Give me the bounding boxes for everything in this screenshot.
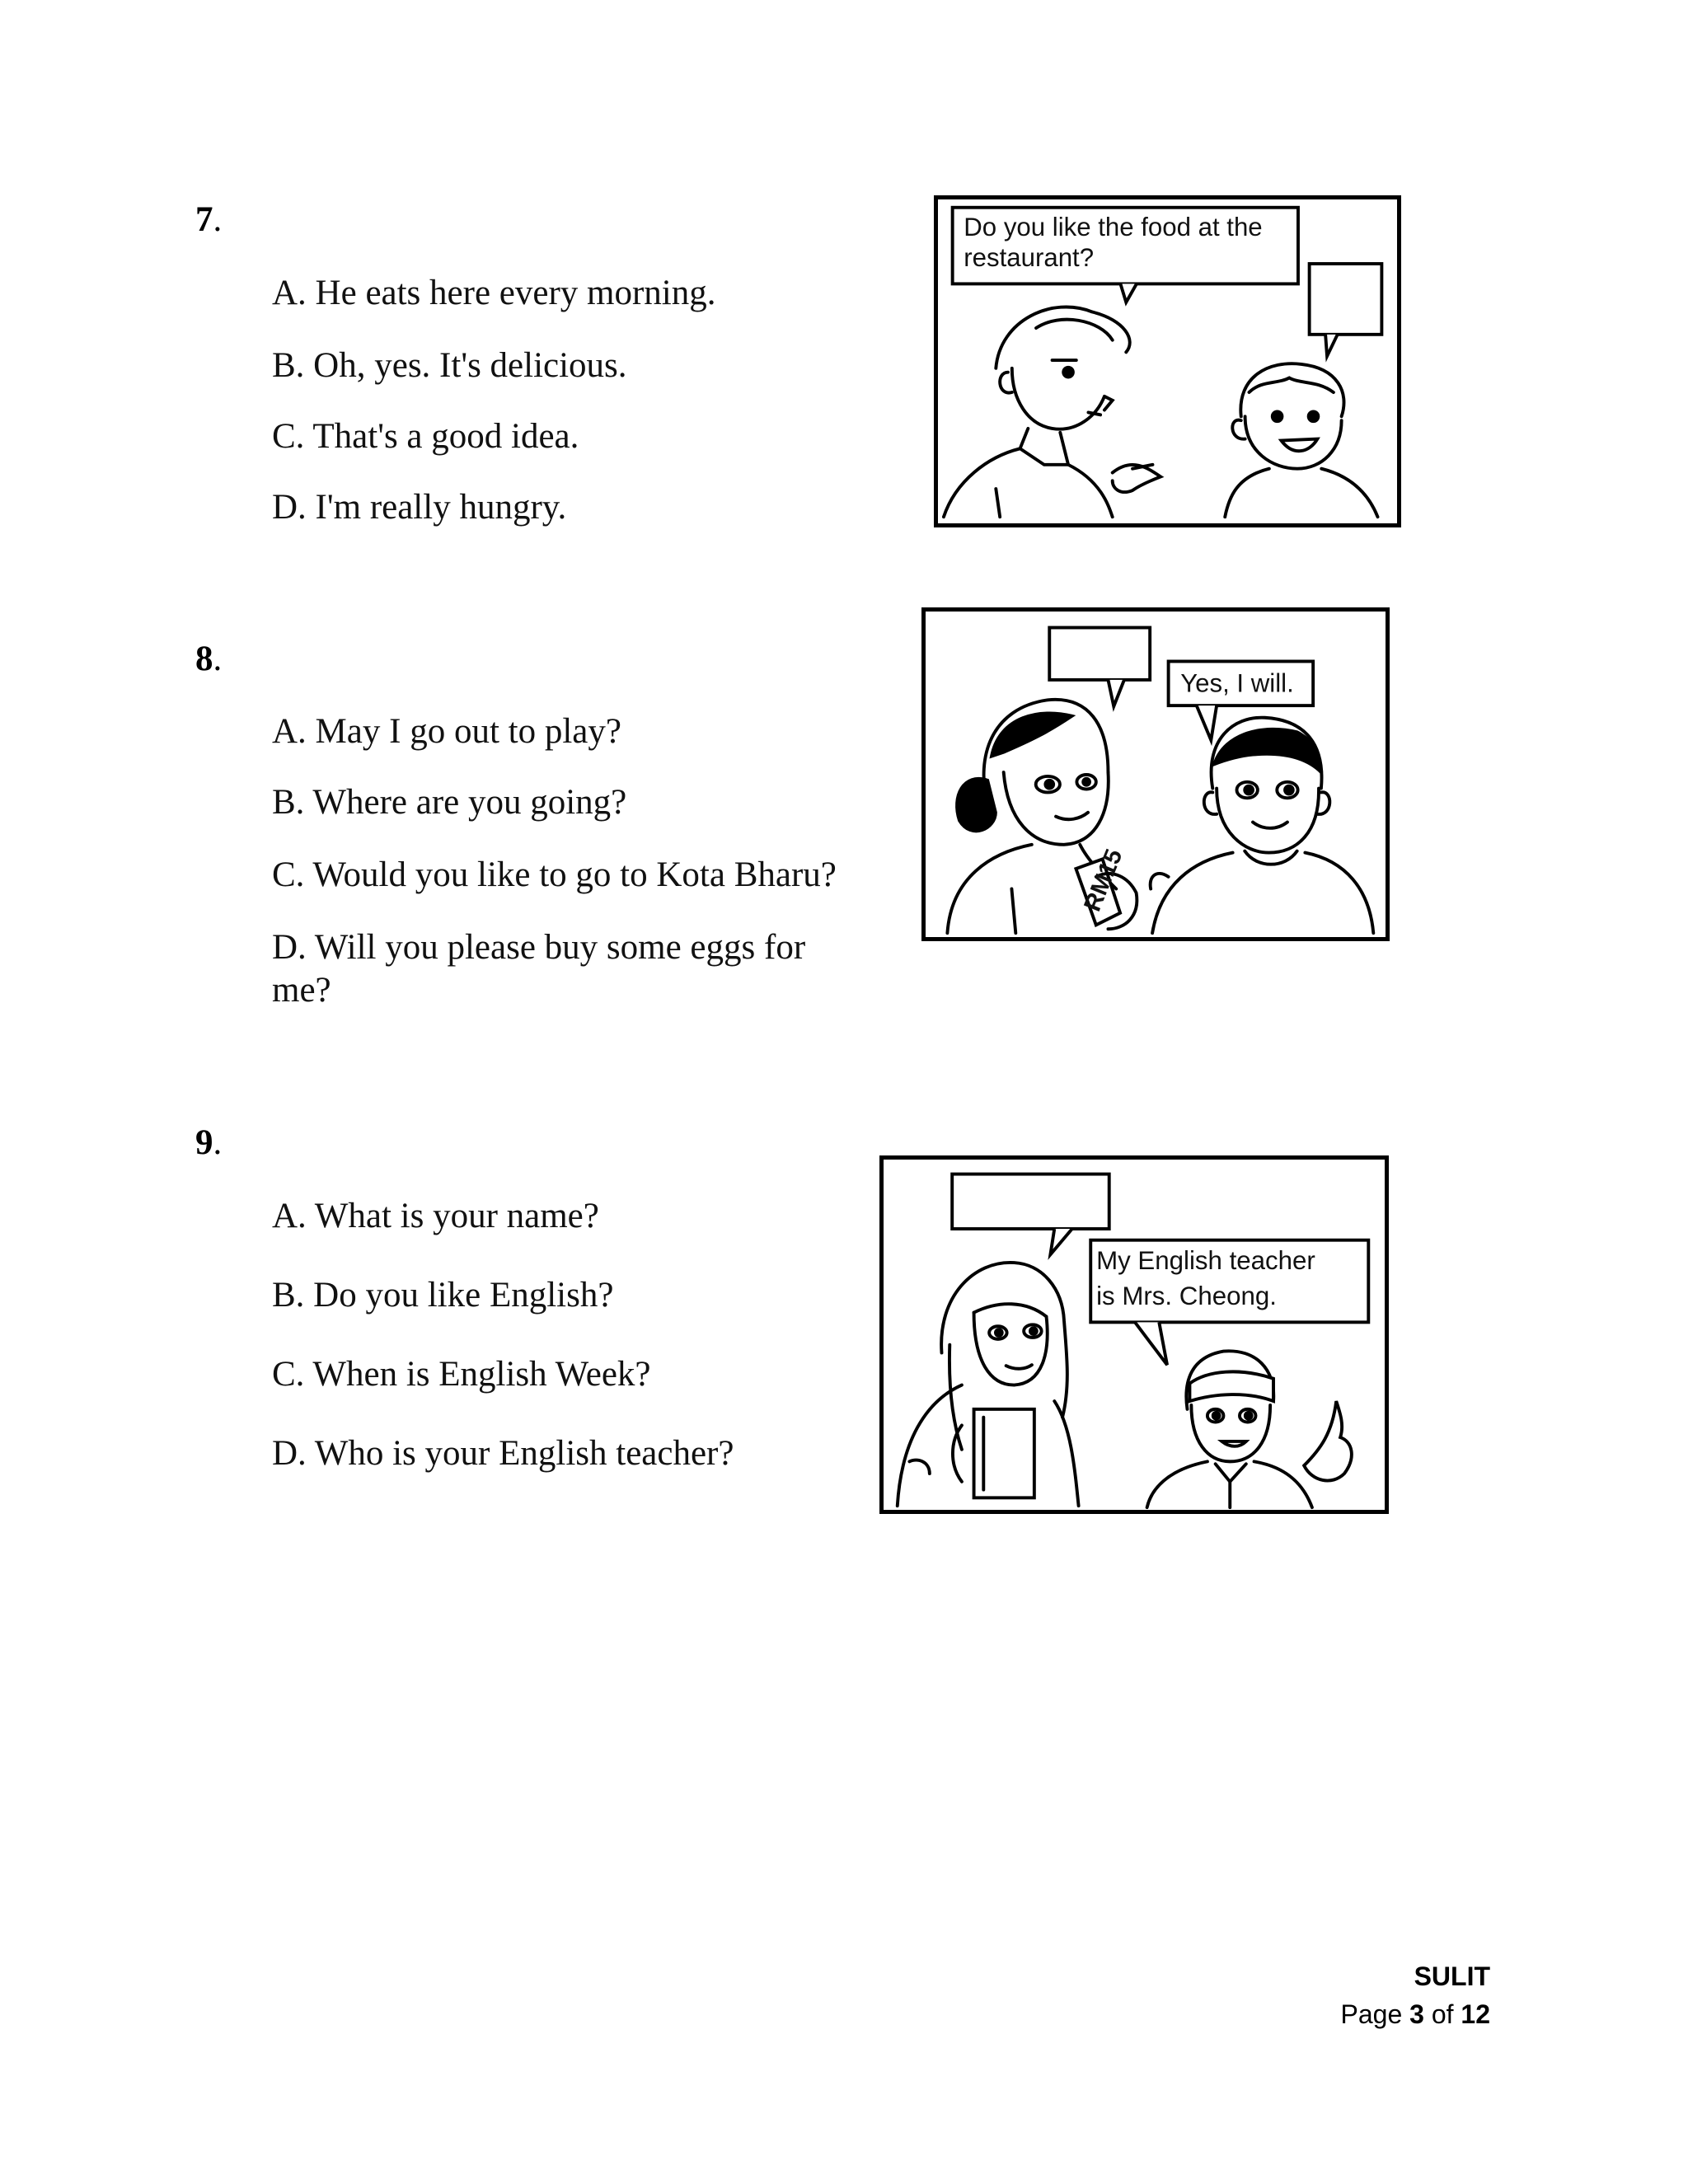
question-8-option-d[interactable] bbox=[272, 926, 898, 1012]
page-total: 12 bbox=[1461, 1999, 1490, 2029]
page-of: of bbox=[1431, 1999, 1454, 2029]
question-9-illustration bbox=[884, 1160, 1385, 1510]
question-9-option-c[interactable]: C. When is English Week? bbox=[272, 1355, 651, 1394]
question-8-option-c[interactable]: C. Would you like to go to Kota Bharu? bbox=[272, 855, 837, 894]
bubble-line-1: My English teacher bbox=[1096, 1245, 1315, 1275]
question-7-number: 7. bbox=[195, 200, 223, 239]
question-7-option-c[interactable]: C. That's a good idea. bbox=[272, 417, 579, 456]
student-figure bbox=[1147, 1351, 1352, 1507]
boy-figure bbox=[1225, 363, 1377, 517]
bubble-line-1: Do you like the food at the bbox=[964, 212, 1263, 241]
bubble-line-2: restaurant? bbox=[964, 242, 1095, 272]
bubble-line-1: Yes, I will. bbox=[1180, 668, 1294, 698]
question-7-comic bbox=[934, 195, 1401, 527]
question-9-option-d[interactable]: D. Who is your English teacher? bbox=[272, 1434, 734, 1473]
question-7-option-b[interactable]: B. Oh, yes. It's delicious. bbox=[272, 346, 627, 385]
question-8-option-d-line-2: me? bbox=[272, 971, 331, 1010]
empty-speech-bubble bbox=[1310, 264, 1382, 335]
question-9-comic bbox=[879, 1155, 1389, 1514]
empty-speech-bubble bbox=[952, 1174, 1109, 1229]
money-note-label: RM15 bbox=[1079, 846, 1128, 916]
question-7-option-a[interactable]: A. He eats here every morning. bbox=[272, 274, 716, 312]
question-9-option-b[interactable]: B. Do you like English? bbox=[272, 1276, 614, 1315]
question-8-illustration bbox=[926, 612, 1386, 937]
question-8-number: 8. bbox=[195, 640, 223, 678]
question-7-illustration bbox=[938, 199, 1397, 523]
question-8-option-a[interactable]: A. May I go out to play? bbox=[272, 712, 621, 751]
question-8-option-d-line-1: D. Will you please buy some eggs for bbox=[272, 928, 806, 967]
boy-figure bbox=[1151, 718, 1374, 933]
footer-classification-label: SULIT bbox=[1414, 1961, 1490, 1991]
question-8-comic bbox=[921, 607, 1390, 941]
man-figure bbox=[944, 307, 1160, 518]
bubble-line-2: is Mrs. Cheong. bbox=[1096, 1281, 1277, 1310]
empty-speech-bubble bbox=[1049, 628, 1150, 680]
question-9-option-a[interactable]: A. What is your name? bbox=[272, 1197, 599, 1235]
page-word: Page bbox=[1340, 1999, 1403, 2029]
question-7-option-d[interactable]: D. I'm really hungry. bbox=[272, 488, 567, 527]
page-current: 3 bbox=[1409, 1999, 1424, 2029]
teacher-figure bbox=[898, 1263, 1079, 1506]
page-number bbox=[1341, 1999, 1490, 2030]
question-8-option-b[interactable]: B. Where are you going? bbox=[272, 783, 627, 822]
question-9-number: 9. bbox=[195, 1123, 223, 1162]
